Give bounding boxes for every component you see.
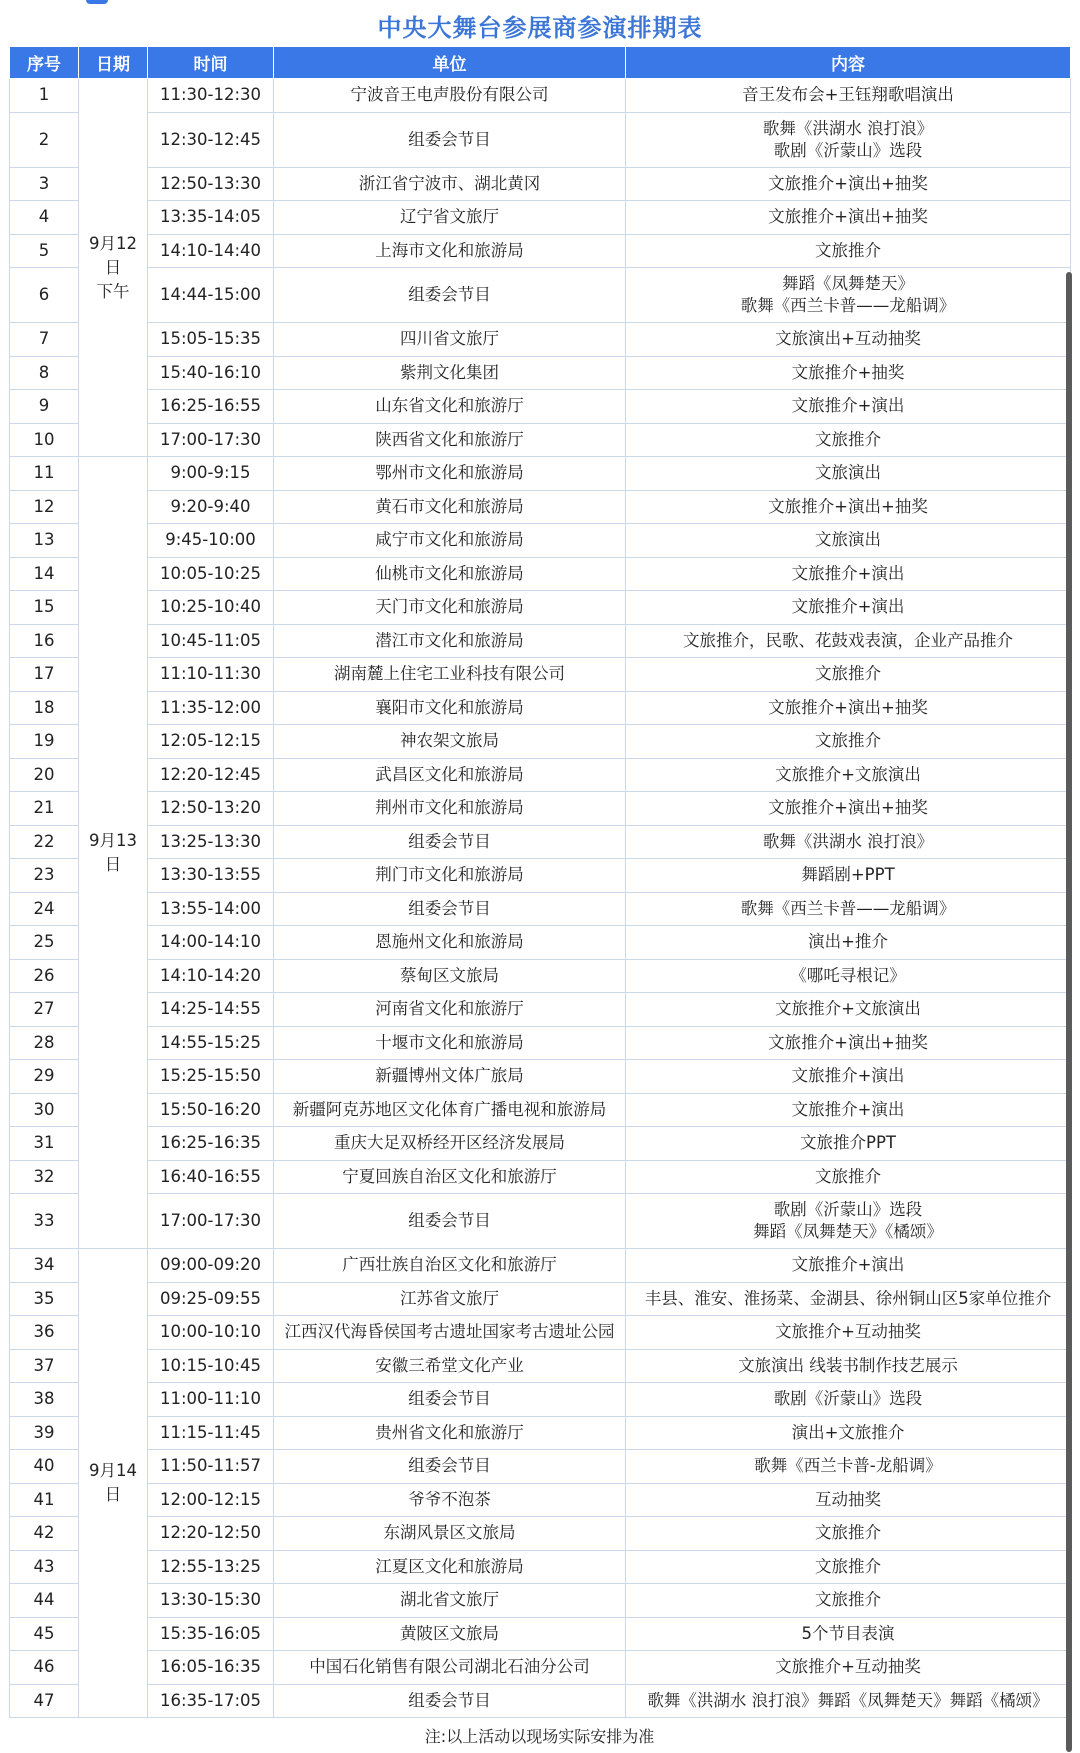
table-row	[10, 268, 1071, 323]
row-time: 15:50-16:20	[148, 1093, 274, 1127]
table-row	[10, 234, 1071, 268]
row-unit: 潜江市文化和旅游局	[274, 624, 626, 658]
row-unit: 宁波音王电声股份有限公司	[274, 79, 626, 113]
row-time: 14:10-14:20	[148, 959, 274, 993]
row-time: 9:45-10:00	[148, 524, 274, 558]
table-row	[10, 1194, 1071, 1249]
row-index: 27	[10, 993, 79, 1027]
row-time: 10:00-10:10	[148, 1316, 274, 1350]
table-row	[10, 167, 1071, 201]
row-index: 36	[10, 1316, 79, 1350]
row-time: 09:25-09:55	[148, 1282, 274, 1316]
row-index: 45	[10, 1617, 79, 1651]
row-time: 10:05-10:25	[148, 557, 274, 591]
row-index: 2	[10, 112, 79, 167]
table-row	[10, 892, 1071, 926]
row-unit: 组委会节目	[274, 1194, 626, 1249]
row-time: 10:45-11:05	[148, 624, 274, 658]
row-content: 歌舞《西兰卡普——龙船调》	[626, 892, 1071, 926]
row-time: 11:00-11:10	[148, 1383, 274, 1417]
row-unit: 荆州市文化和旅游局	[274, 792, 626, 826]
row-time: 15:25-15:50	[148, 1060, 274, 1094]
table-row	[10, 423, 1071, 457]
row-unit: 贵州省文化和旅游厅	[274, 1416, 626, 1450]
table-row	[10, 201, 1071, 235]
header-unit: 单位	[274, 47, 626, 79]
row-index: 8	[10, 356, 79, 390]
row-time: 11:50-11:57	[148, 1450, 274, 1484]
row-unit: 黄石市文化和旅游局	[274, 490, 626, 524]
row-index: 6	[10, 268, 79, 323]
row-content: 音王发布会+王钰翔歌唱演出	[626, 79, 1071, 113]
row-unit: 咸宁市文化和旅游局	[274, 524, 626, 558]
row-unit: 爷爷不泡茶	[274, 1483, 626, 1517]
row-index: 19	[10, 725, 79, 759]
row-content: 文旅推介+互动抽奖	[626, 1316, 1071, 1350]
row-time: 9:00-9:15	[148, 457, 274, 491]
table-row	[10, 725, 1071, 759]
row-index: 20	[10, 758, 79, 792]
row-time: 10:25-10:40	[148, 591, 274, 625]
row-unit: 组委会节目	[274, 112, 626, 167]
row-index: 12	[10, 490, 79, 524]
table-row	[10, 1517, 1071, 1551]
row-time: 11:30-12:30	[148, 79, 274, 113]
header-time: 时间	[148, 47, 274, 79]
table-row	[10, 1383, 1071, 1417]
row-unit: 组委会节目	[274, 1450, 626, 1484]
table-row	[10, 792, 1071, 826]
row-content: 歌舞《洪湖水 浪打浪》	[626, 825, 1071, 859]
row-time: 09:00-09:20	[148, 1249, 274, 1283]
row-index: 28	[10, 1026, 79, 1060]
row-time: 15:35-16:05	[148, 1617, 274, 1651]
row-unit: 上海市文化和旅游局	[274, 234, 626, 268]
row-unit: 辽宁省文旅厅	[274, 201, 626, 235]
row-content: 文旅推介+演出+抽奖	[626, 490, 1071, 524]
row-index: 44	[10, 1584, 79, 1618]
row-content: 5个节目表演	[626, 1617, 1071, 1651]
row-unit: 鄂州市文化和旅游局	[274, 457, 626, 491]
row-time: 16:25-16:35	[148, 1127, 274, 1161]
table-row	[10, 112, 1071, 167]
row-unit: 山东省文化和旅游厅	[274, 390, 626, 424]
row-index: 33	[10, 1194, 79, 1249]
row-time: 13:30-15:30	[148, 1584, 274, 1618]
row-index: 13	[10, 524, 79, 558]
row-content: 文旅推介+演出	[626, 1249, 1071, 1283]
table-row	[10, 1093, 1071, 1127]
row-index: 38	[10, 1383, 79, 1417]
row-time: 12:20-12:50	[148, 1517, 274, 1551]
row-index: 47	[10, 1684, 79, 1718]
row-content: 互动抽奖	[626, 1483, 1071, 1517]
table-row	[10, 1450, 1071, 1484]
row-time: 16:40-16:55	[148, 1160, 274, 1194]
row-unit: 天门市文化和旅游局	[274, 591, 626, 625]
row-index: 43	[10, 1550, 79, 1584]
header-index: 序号	[10, 47, 79, 79]
table-row	[10, 557, 1071, 591]
row-index: 9	[10, 390, 79, 424]
row-unit: 新疆阿克苏地区文化体育广播电视和旅游局	[274, 1093, 626, 1127]
table-row	[10, 457, 1071, 491]
schedule-body	[10, 79, 1071, 1718]
row-unit: 仙桃市文化和旅游局	[274, 557, 626, 591]
row-content: 文旅推介+演出+抽奖	[626, 792, 1071, 826]
row-content: 文旅推介	[626, 725, 1071, 759]
row-content: 文旅推介+演出+抽奖	[626, 167, 1071, 201]
row-unit: 江夏区文化和旅游局	[274, 1550, 626, 1584]
row-content: 文旅推介+文旅演出	[626, 993, 1071, 1027]
row-index: 30	[10, 1093, 79, 1127]
row-unit: 中国石化销售有限公司湖北石油分公司	[274, 1651, 626, 1685]
row-index: 5	[10, 234, 79, 268]
row-index: 22	[10, 825, 79, 859]
row-index: 17	[10, 658, 79, 692]
header-date: 日期	[79, 47, 148, 79]
row-index: 25	[10, 926, 79, 960]
row-content: 文旅推介	[626, 1160, 1071, 1194]
row-time: 12:50-13:30	[148, 167, 274, 201]
row-index: 40	[10, 1450, 79, 1484]
row-unit: 荆门市文化和旅游局	[274, 859, 626, 893]
row-unit: 浙江省宁波市、湖北黄冈	[274, 167, 626, 201]
row-unit: 组委会节目	[274, 1383, 626, 1417]
row-unit: 组委会节目	[274, 892, 626, 926]
row-content: 文旅推介+演出	[626, 1060, 1071, 1094]
row-index: 37	[10, 1349, 79, 1383]
table-row	[10, 1416, 1071, 1450]
row-time: 12:50-13:20	[148, 792, 274, 826]
row-time: 12:00-12:15	[148, 1483, 274, 1517]
row-content: 文旅推介	[626, 1550, 1071, 1584]
table-row	[10, 1550, 1071, 1584]
row-content: 文旅推介	[626, 423, 1071, 457]
row-unit: 恩施州文化和旅游局	[274, 926, 626, 960]
table-row	[10, 1617, 1071, 1651]
row-time: 11:35-12:00	[148, 691, 274, 725]
row-time: 14:25-14:55	[148, 993, 274, 1027]
row-unit: 组委会节目	[274, 825, 626, 859]
footnote: 注:以上活动以现场实际安排为准	[424, 1727, 655, 1746]
row-time: 14:10-14:40	[148, 234, 274, 268]
row-content: 文旅推介+演出+抽奖	[626, 691, 1071, 725]
table-row	[10, 859, 1071, 893]
row-index: 14	[10, 557, 79, 591]
row-content: 文旅演出 线装书制作技艺展示	[626, 1349, 1071, 1383]
row-unit: 广西壮族自治区文化和旅游厅	[274, 1249, 626, 1283]
row-index: 11	[10, 457, 79, 491]
row-index: 29	[10, 1060, 79, 1094]
table-row	[10, 658, 1071, 692]
row-index: 26	[10, 959, 79, 993]
table-row	[10, 1349, 1071, 1383]
row-content: 文旅演出	[626, 457, 1071, 491]
table-row	[10, 758, 1071, 792]
table-row	[10, 993, 1071, 1027]
row-content: 文旅推介	[626, 658, 1071, 692]
row-content: 文旅推介，民歌、花鼓戏表演，企业产品推介	[626, 624, 1071, 658]
row-index: 41	[10, 1483, 79, 1517]
row-index: 39	[10, 1416, 79, 1450]
row-time: 12:30-12:45	[148, 112, 274, 167]
table-row	[10, 691, 1071, 725]
table-row	[10, 1282, 1071, 1316]
row-unit: 宁夏回族自治区文化和旅游厅	[274, 1160, 626, 1194]
row-time: 17:00-17:30	[148, 423, 274, 457]
row-time: 17:00-17:30	[148, 1194, 274, 1249]
row-time: 13:25-13:30	[148, 825, 274, 859]
table-row	[10, 1584, 1071, 1618]
row-unit: 武昌区文化和旅游局	[274, 758, 626, 792]
row-unit: 陕西省文化和旅游厅	[274, 423, 626, 457]
date-cell: 9月13日	[79, 457, 148, 1249]
row-unit: 河南省文化和旅游厅	[274, 993, 626, 1027]
row-unit: 江苏省文旅厅	[274, 1282, 626, 1316]
row-unit: 紫荆文化集团	[274, 356, 626, 390]
row-index: 42	[10, 1517, 79, 1551]
row-time: 10:15-10:45	[148, 1349, 274, 1383]
row-time: 12:05-12:15	[148, 725, 274, 759]
row-content: 文旅推介+演出	[626, 390, 1071, 424]
row-content: 丰县、淮安、淮扬菜、金湖县、徐州铜山区5家单位推介	[626, 1282, 1071, 1316]
row-unit: 蔡甸区文旅局	[274, 959, 626, 993]
row-content: 文旅推介+互动抽奖	[626, 1651, 1071, 1685]
row-index: 7	[10, 323, 79, 357]
row-content: 舞蹈《凤舞楚天》 歌舞《西兰卡普——龙船调》	[626, 268, 1071, 323]
row-content: 演出+文旅推介	[626, 1416, 1071, 1450]
row-unit: 东湖风景区文旅局	[274, 1517, 626, 1551]
header-content: 内容	[626, 47, 1071, 79]
table-row	[10, 1026, 1071, 1060]
row-content: 文旅推介+文旅演出	[626, 758, 1071, 792]
row-content: 歌舞《洪湖水 浪打浪》 歌剧《沂蒙山》选段	[626, 112, 1071, 167]
row-unit: 黄陂区文旅局	[274, 1617, 626, 1651]
row-unit: 安徽三希堂文化产业	[274, 1349, 626, 1383]
row-index: 16	[10, 624, 79, 658]
row-unit: 襄阳市文化和旅游局	[274, 691, 626, 725]
row-unit: 四川省文旅厅	[274, 323, 626, 357]
row-index: 18	[10, 691, 79, 725]
row-time: 14:44-15:00	[148, 268, 274, 323]
row-unit: 组委会节目	[274, 1684, 626, 1718]
table-row	[10, 79, 1071, 113]
row-time: 13:30-13:55	[148, 859, 274, 893]
row-content: 歌舞《西兰卡普-龙船调》	[626, 1450, 1071, 1484]
table-header-row	[10, 47, 1071, 79]
row-content: 歌舞《洪湖水 浪打浪》舞蹈《凤舞楚天》舞蹈《橘颂》	[626, 1684, 1071, 1718]
row-time: 16:35-17:05	[148, 1684, 274, 1718]
table-row	[10, 825, 1071, 859]
row-index: 24	[10, 892, 79, 926]
row-time: 13:35-14:05	[148, 201, 274, 235]
table-row	[10, 1483, 1071, 1517]
top-decoration	[86, 0, 108, 4]
row-index: 15	[10, 591, 79, 625]
row-index: 23	[10, 859, 79, 893]
table-row	[10, 926, 1071, 960]
row-content: 文旅推介+演出	[626, 1093, 1071, 1127]
row-time: 15:05-15:35	[148, 323, 274, 357]
row-time: 14:00-14:10	[148, 926, 274, 960]
row-content: 文旅推介PPT	[626, 1127, 1071, 1161]
row-content: 文旅演出	[626, 524, 1071, 558]
table-row	[10, 1127, 1071, 1161]
row-content: 文旅推介+演出	[626, 591, 1071, 625]
row-unit: 新疆博州文体广旅局	[274, 1060, 626, 1094]
row-content: 演出+推介	[626, 926, 1071, 960]
table-row	[10, 490, 1071, 524]
table-row	[10, 1651, 1071, 1685]
row-time: 13:55-14:00	[148, 892, 274, 926]
row-time: 14:55-15:25	[148, 1026, 274, 1060]
row-unit: 湖南麓上住宅工业科技有限公司	[274, 658, 626, 692]
row-time: 12:55-13:25	[148, 1550, 274, 1584]
row-content: 文旅推介+演出+抽奖	[626, 201, 1071, 235]
row-unit: 十堰市文化和旅游局	[274, 1026, 626, 1060]
table-row	[10, 959, 1071, 993]
table-row	[10, 1684, 1071, 1718]
table-row	[10, 1060, 1071, 1094]
table-row	[10, 1249, 1071, 1283]
row-content: 文旅演出+互动抽奖	[626, 323, 1071, 357]
row-content: 文旅推介+演出+抽奖	[626, 1026, 1071, 1060]
row-content: 文旅推介+抽奖	[626, 356, 1071, 390]
row-content: 舞蹈剧+PPT	[626, 859, 1071, 893]
table-row	[10, 591, 1071, 625]
table-row	[10, 323, 1071, 357]
row-index: 10	[10, 423, 79, 457]
row-unit: 神农架文旅局	[274, 725, 626, 759]
row-time: 16:05-16:35	[148, 1651, 274, 1685]
row-index: 4	[10, 201, 79, 235]
row-time: 15:40-16:10	[148, 356, 274, 390]
row-index: 21	[10, 792, 79, 826]
row-index: 1	[10, 79, 79, 113]
row-time: 9:20-9:40	[148, 490, 274, 524]
schedule-table	[9, 46, 1071, 1718]
row-index: 35	[10, 1282, 79, 1316]
date-cell: 9月12日 下午	[79, 79, 148, 457]
row-time: 16:25-16:55	[148, 390, 274, 424]
row-index: 32	[10, 1160, 79, 1194]
row-content: 文旅推介+演出	[626, 557, 1071, 591]
table-row	[10, 524, 1071, 558]
row-index: 3	[10, 167, 79, 201]
row-content: 文旅推介	[626, 1584, 1071, 1618]
row-index: 34	[10, 1249, 79, 1283]
row-unit: 湖北省文旅厅	[274, 1584, 626, 1618]
row-content: 歌剧《沂蒙山》选段	[626, 1383, 1071, 1417]
row-time: 11:15-11:45	[148, 1416, 274, 1450]
date-cell: 9月14日	[79, 1249, 148, 1718]
table-row	[10, 1160, 1071, 1194]
table-row	[10, 1316, 1071, 1350]
row-index: 46	[10, 1651, 79, 1685]
table-row	[10, 390, 1071, 424]
table-row	[10, 356, 1071, 390]
row-content: 文旅推介	[626, 1517, 1071, 1551]
row-time: 12:20-12:45	[148, 758, 274, 792]
row-content: 歌剧《沂蒙山》选段 舞蹈《凤舞楚天》《橘颂》	[626, 1194, 1071, 1249]
row-content: 文旅推介	[626, 234, 1071, 268]
row-unit: 重庆大足双桥经开区经济发展局	[274, 1127, 626, 1161]
table-row	[10, 624, 1071, 658]
row-unit: 组委会节目	[274, 268, 626, 323]
scrollbar[interactable]	[1066, 272, 1072, 1752]
row-index: 31	[10, 1127, 79, 1161]
row-time: 11:10-11:30	[148, 658, 274, 692]
page-title: 中央大舞台参展商参演排期表	[377, 14, 703, 42]
row-content: 《哪吒寻根记》	[626, 959, 1071, 993]
row-unit: 江西汉代海昏侯国考古遗址国家考古遗址公园	[274, 1316, 626, 1350]
